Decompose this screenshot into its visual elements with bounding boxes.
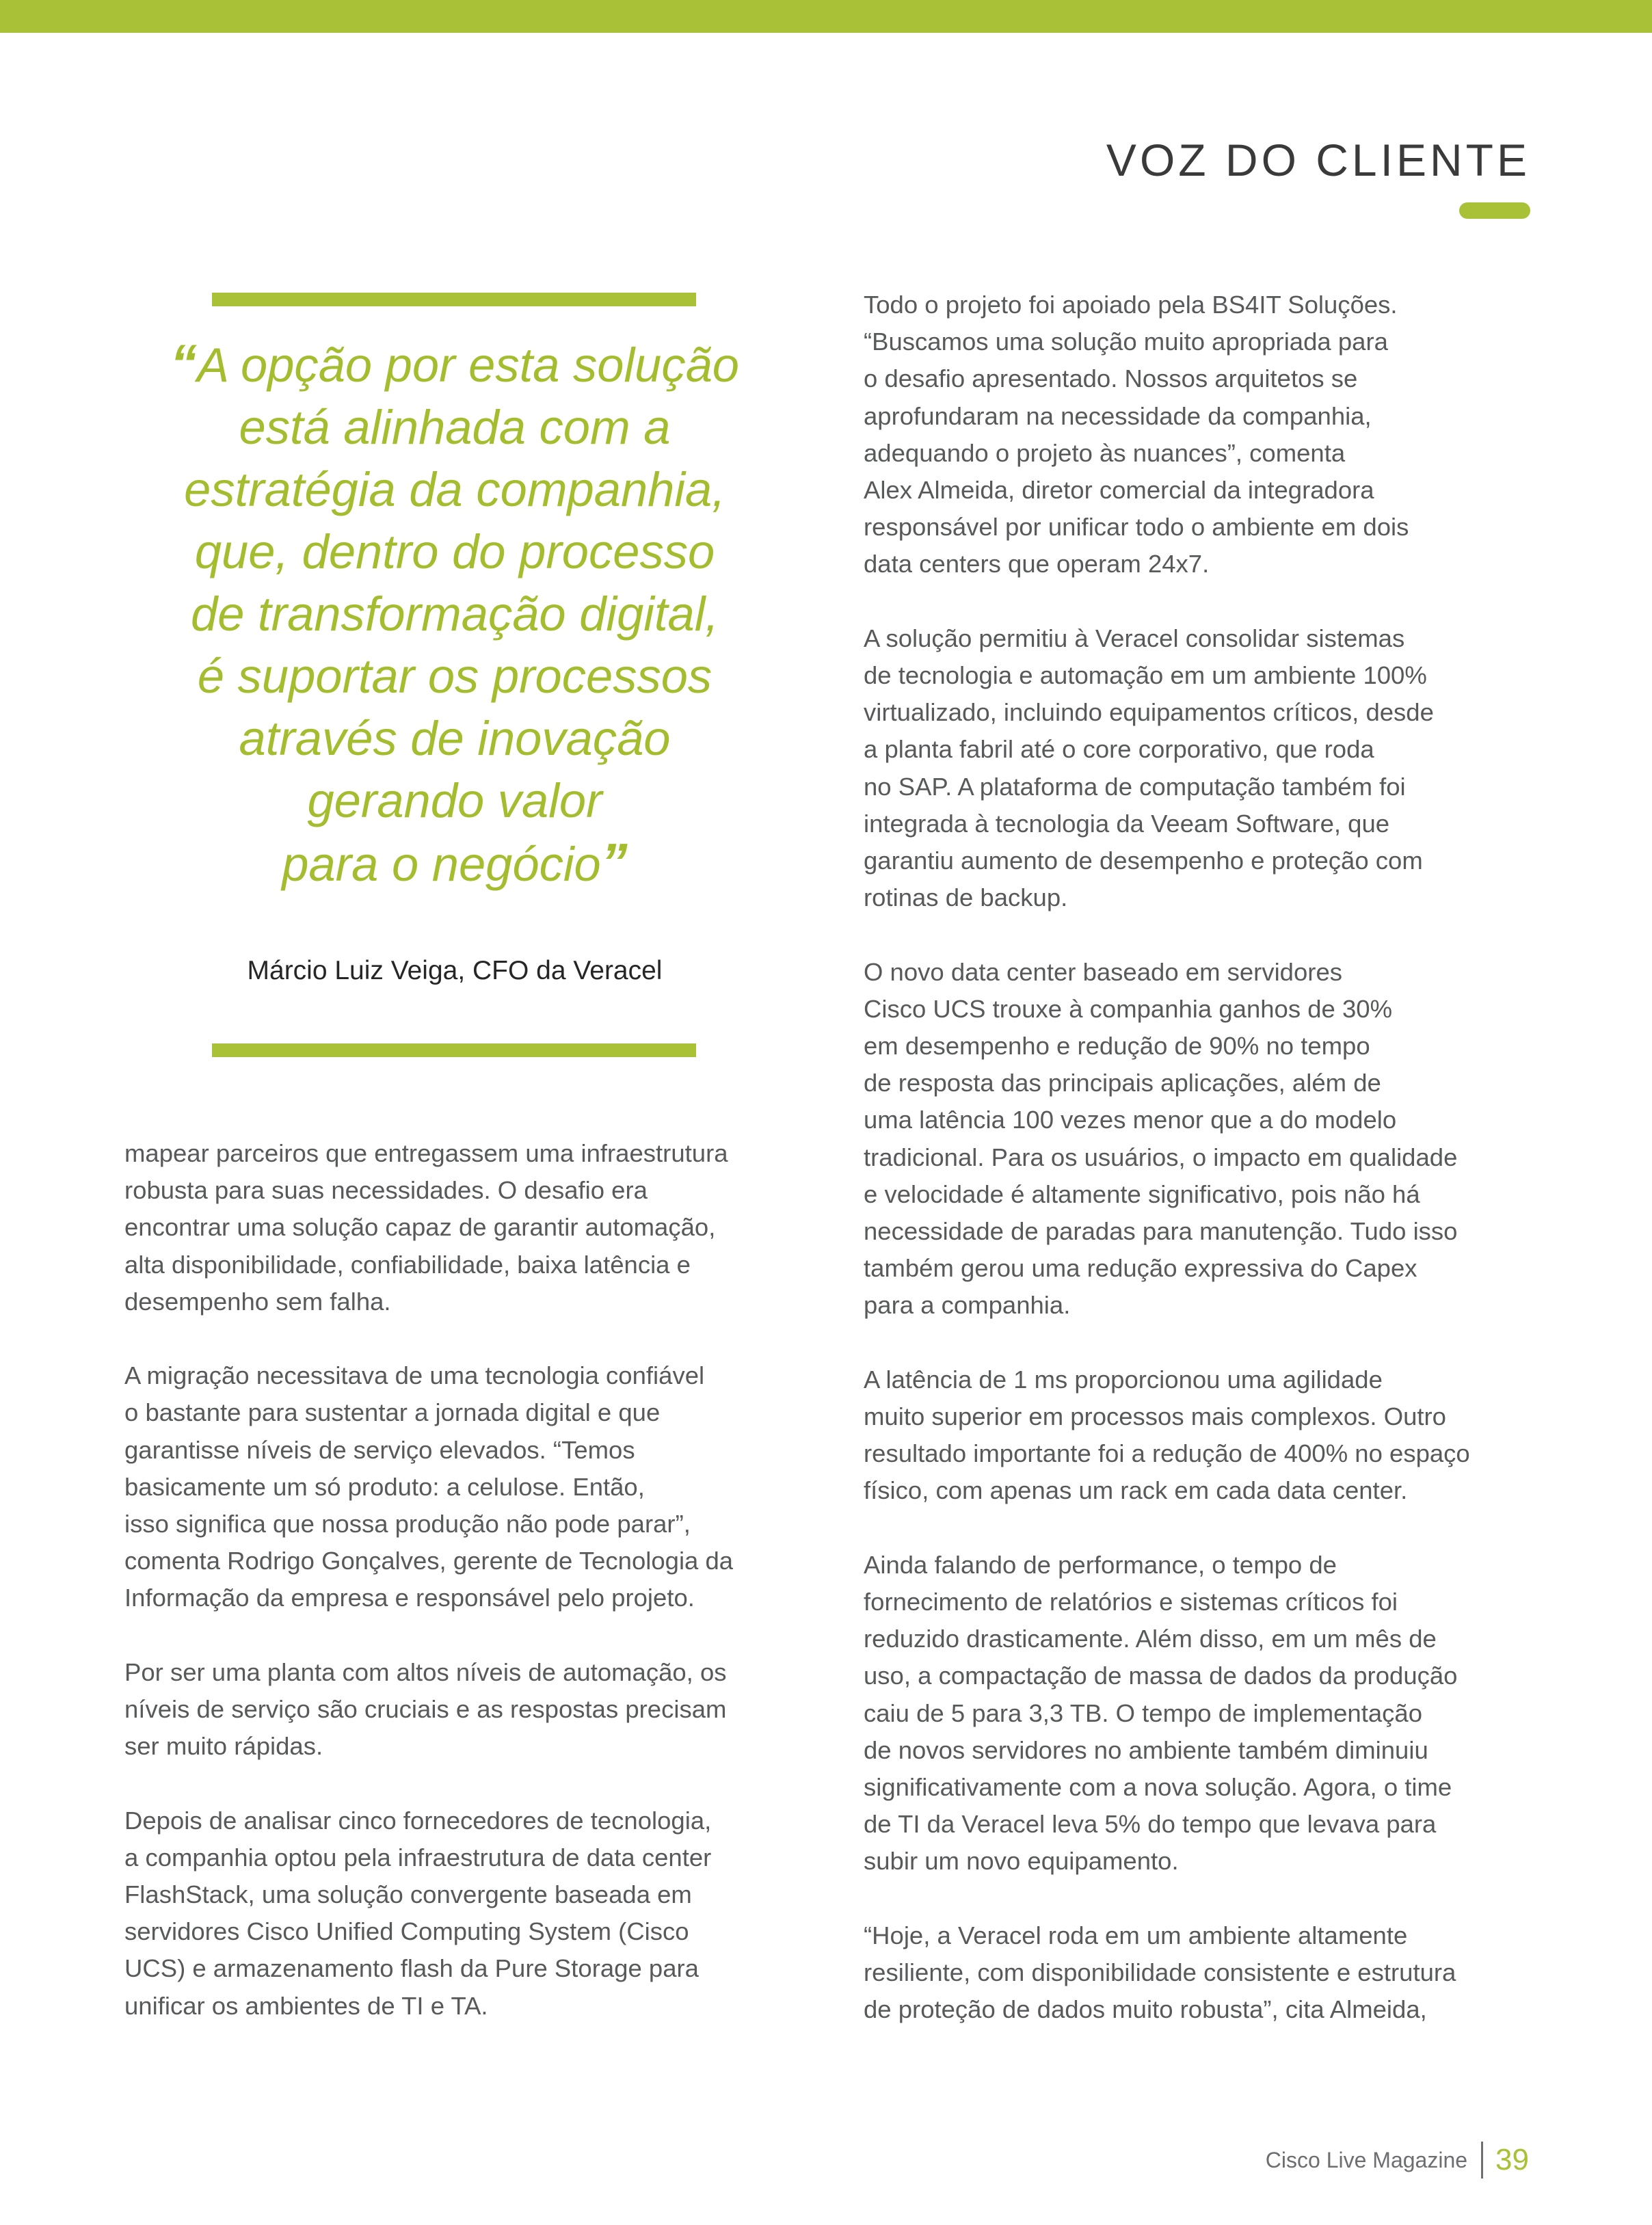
paragraph xyxy=(864,954,1547,1324)
text-line: tradicional. Para os usuários, o impacto em qualidade xyxy=(864,1143,1458,1171)
text-line: níveis de serviço são cruciais e as respostas precisam xyxy=(124,1695,727,1724)
section-accent-pill xyxy=(1459,202,1530,219)
paragraph xyxy=(864,1547,1547,1880)
text-line: comenta Rodrigo Gonçalves, gerente de Tecnologia da xyxy=(124,1547,734,1575)
text-line: UCS) e armazenamento flash da Pure Storage para xyxy=(124,1954,699,1983)
text-line: garantisse níveis de serviço elevados. “Temos xyxy=(124,1435,635,1464)
page-footer xyxy=(1266,2142,1529,2179)
text-line: uma latência 100 vezes menor que a do modelo xyxy=(864,1106,1397,1134)
text-line: adequando o projeto às nuances”, comenta xyxy=(864,438,1346,467)
quote-line xyxy=(130,645,780,707)
text-line: caiu de 5 para 3,3 TB. O tempo de implementação xyxy=(864,1698,1422,1727)
text-line: no SAP. A plataforma de computação também foi xyxy=(864,772,1406,801)
text-line: Todo o projeto foi apoiado pela BS4IT Soluções. xyxy=(864,291,1398,319)
quote-line-text: gerando valor xyxy=(307,773,602,827)
left-column xyxy=(124,1135,801,2062)
open-quote-mark: “ xyxy=(170,333,197,393)
text-line: Depois de analisar cinco fornecedores de tecnologia, xyxy=(124,1806,712,1835)
text-line: para a companhia. xyxy=(864,1291,1071,1320)
text-line: desempenho sem falha. xyxy=(124,1287,391,1316)
text-line: Alex Almeida, diretor comercial da integradora xyxy=(864,476,1374,505)
paragraph xyxy=(124,1135,801,1320)
quote-line xyxy=(130,332,780,396)
text-line: basicamente um só produto: a celulose. Então, xyxy=(124,1472,645,1501)
text-line: Cisco UCS trouxe à companhia ganhos de 30% xyxy=(864,994,1393,1023)
text-line: Informação da empresa e responsável pelo projeto. xyxy=(124,1584,695,1612)
quote-attribution: Márcio Luiz Veiga, CFO da Veracel xyxy=(247,956,663,985)
text-line: aprofundaram na necessidade da companhia, xyxy=(864,401,1372,430)
text-line: resultado importante foi a redução de 400% no espaço xyxy=(864,1439,1470,1468)
text-line: A migração necessitava de uma tecnologia confiável xyxy=(124,1361,705,1390)
footer-divider xyxy=(1481,2142,1483,2179)
text-line: unificar os ambientes de TI e TA. xyxy=(124,1991,488,2020)
text-line: ser muito rápidas. xyxy=(124,1732,323,1761)
text-line: “Hoje, a Veracel roda em um ambiente altamente xyxy=(864,1921,1408,1949)
text-line: de novos servidores no ambiente também diminuiu xyxy=(864,1735,1428,1764)
text-line: uso, a compactação de massa de dados da produção xyxy=(864,1662,1458,1690)
text-line: “Buscamos uma solução muito apropriada para xyxy=(864,328,1388,356)
text-line: garantiu aumento de desempenho e proteção com xyxy=(864,847,1423,875)
text-line: mapear parceiros que entregassem uma infraestrutura xyxy=(124,1139,728,1167)
text-line: isso significa que nossa produção não pode parar”, xyxy=(124,1510,691,1538)
text-line: de TI da Veracel leva 5% do tempo que levava para xyxy=(864,1810,1437,1839)
paragraph xyxy=(864,287,1547,583)
quote-line-text: que, dentro do processo xyxy=(194,524,715,578)
quote-line xyxy=(130,520,780,583)
text-line: FlashStack, uma solução convergente baseada em xyxy=(124,1880,692,1909)
text-line: A solução permitiu à Veracel consolidar sistemas xyxy=(864,624,1405,652)
paragraph xyxy=(864,1917,1547,2029)
quote-line-text: de transformação digital, xyxy=(191,587,719,641)
quote-line-text: através de inovação xyxy=(239,711,671,765)
text-line: físico, com apenas um rack em cada data center. xyxy=(864,1476,1408,1505)
quote-line-text: é suportar os processos xyxy=(197,649,712,703)
quote-line xyxy=(130,831,780,895)
quote-line xyxy=(130,396,780,458)
right-column xyxy=(864,287,1547,2066)
close-quote-mark: ” xyxy=(600,832,628,892)
magazine-name: Cisco Live Magazine xyxy=(1265,2147,1468,2172)
top-accent-bar xyxy=(0,0,1652,33)
text-line: alta disponibilidade, confiabilidade, baixa latência e xyxy=(124,1250,691,1279)
text-line: em desempenho e redução de 90% no tempo xyxy=(864,1032,1370,1061)
text-line: encontrar uma solução capaz de garantir automação, xyxy=(124,1213,716,1242)
text-line: a companhia optou pela infraestrutura de data center xyxy=(124,1843,712,1871)
text-line: o desafio apresentado. Nossos arquitetos se xyxy=(864,364,1358,393)
quote-top-rule xyxy=(212,293,696,306)
text-line: o bastante para sustentar a jornada digital e que xyxy=(124,1398,661,1427)
text-line: Ainda falando de performance, o tempo de xyxy=(864,1550,1337,1579)
quote-line-text: está alinhada com a xyxy=(239,400,671,454)
text-line: a planta fabril até o core corporativo, que roda xyxy=(864,735,1374,764)
text-line: fornecimento de relatórios e sistemas críticos foi xyxy=(864,1588,1398,1616)
paragraph xyxy=(124,1357,801,1616)
text-line: subir um novo equipamento. xyxy=(864,1847,1179,1876)
text-line: virtualizado, incluindo equipamentos críticos, desde xyxy=(864,698,1434,727)
quote-line-text: para o negócio xyxy=(282,837,601,891)
paragraph xyxy=(124,1654,801,1766)
quote-line xyxy=(130,458,780,520)
text-line: data centers que operam 24x7. xyxy=(864,550,1210,578)
section-title: VOZ DO CLIENTE xyxy=(1106,135,1530,185)
text-line: muito superior em processos mais complexos. Outro xyxy=(864,1402,1446,1431)
quote-line-text: estratégia da companhia, xyxy=(184,462,725,516)
text-line: reduzido drasticamente. Além disso, em um mês de xyxy=(864,1625,1437,1653)
text-line: de resposta das principais aplicações, além de xyxy=(864,1069,1381,1097)
quote-bottom-rule xyxy=(212,1043,696,1057)
quote-line xyxy=(130,583,780,645)
quote-line xyxy=(130,707,780,769)
quote-line xyxy=(130,769,780,831)
paragraph xyxy=(864,1361,1547,1510)
page-number: 39 xyxy=(1495,2143,1529,2176)
pull-quote xyxy=(130,332,780,895)
quote-line-text: A opção por esta solução xyxy=(197,338,739,392)
text-line: e velocidade é altamente significativo, pois não há xyxy=(864,1180,1420,1208)
text-line: robusta para suas necessidades. O desafio era xyxy=(124,1176,648,1205)
paragraph xyxy=(864,620,1547,917)
paragraph xyxy=(124,1802,801,2025)
text-line: também gerou uma redução expressiva do Capex xyxy=(864,1254,1417,1283)
text-line: O novo data center baseado em servidores xyxy=(864,957,1342,986)
text-line: necessidade de paradas para manutenção. Tudo isso xyxy=(864,1217,1458,1246)
text-line: Por ser uma planta com altos níveis de automação, os xyxy=(124,1657,727,1686)
text-line: resiliente, com disponibilidade consistente e estrutura xyxy=(864,1958,1456,1987)
text-line: servidores Cisco Unified Computing System (Cisco xyxy=(124,1917,689,1946)
text-line: significativamente com a nova solução. Agora, o time xyxy=(864,1773,1452,1802)
text-line: rotinas de backup. xyxy=(864,883,1068,912)
text-line: de proteção de dados muito robusta”, cita Almeida, xyxy=(864,1995,1427,2024)
text-line: de tecnologia e automação em um ambiente 100% xyxy=(864,661,1427,690)
text-line: A latência de 1 ms proporcionou uma agilidade xyxy=(864,1365,1383,1394)
text-line: responsável por unificar todo o ambiente em dois xyxy=(864,513,1409,542)
text-line: integrada à tecnologia da Veeam Software, que xyxy=(864,809,1390,838)
